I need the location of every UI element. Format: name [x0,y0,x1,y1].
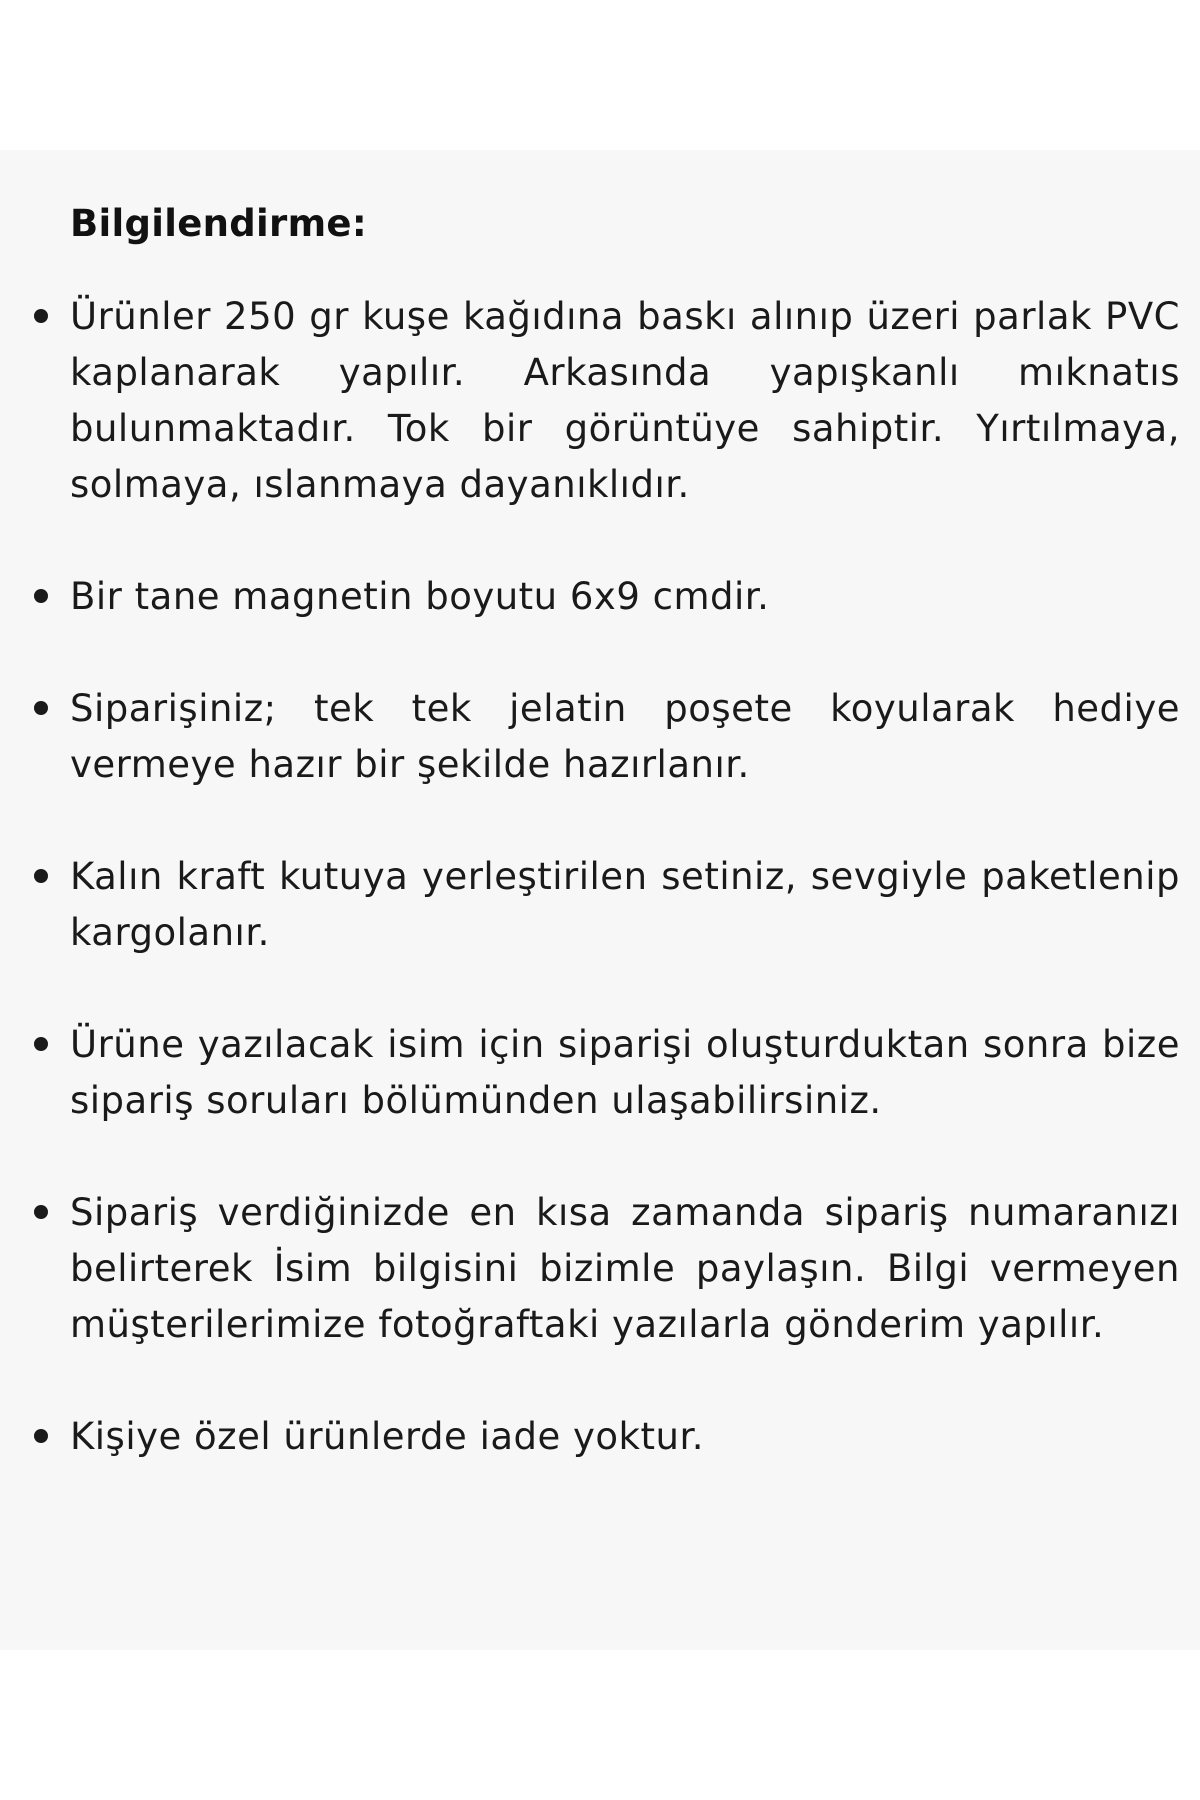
list-item-text: Sipariş verdiğinizde en kısa zamanda sipariş numaranızı belirterek İsim bilgisini bizimle paylaşın. Bilgi vermeyen müşterilerimize fotoğraftaki yazılarla gönderim yapılır. [70,1191,1180,1346]
list-item-text: Kişiye özel ürünlerde iade yoktur. [70,1415,705,1458]
list-item-text: Ürüne yazılacak isim için siparişi oluşturduktan sonra bize sipariş soruları bölümünden ulaşabilirsiniz. [70,1023,1180,1122]
bullet-icon [34,309,48,323]
list-item-text: Siparişiniz; tek tek jelatin poşete koyularak hediye vermeye hazır bir şekilde hazırlanır. [70,687,1180,786]
list-item-text: Kalın kraft kutuya yerleştirilen setiniz, sevgiyle paketlenip kargolanır. [70,855,1180,954]
info-heading: Bilgilendirme: [70,202,367,245]
bullet-icon [34,869,48,883]
bullet-icon [34,701,48,715]
info-list [70,289,1180,1465]
bullet-icon [34,1205,48,1219]
bullet-icon [34,1429,48,1443]
list-item [70,849,1180,961]
list-item [70,681,1180,793]
list-item [70,1409,1180,1465]
bullet-icon [34,589,48,603]
list-item [70,1017,1180,1129]
info-panel [0,150,1200,1650]
list-item-text: Ürünler 250 gr kuşe kağıdına baskı alınıp üzeri parlak PVC kaplanarak yapılır. Arkasında yapışkanlı mıknatıs bulunmaktadır. Tok bir görüntüye sahiptir. Yırtılmaya, solmaya, ıslanmaya dayanıklıdır. [70,295,1180,506]
info-content [70,202,1180,1521]
bullet-icon [34,1037,48,1051]
list-item [70,569,1180,625]
list-item [70,289,1180,513]
list-item [70,1185,1180,1353]
list-item-text: Bir tane magnetin boyutu 6x9 cmdir. [70,575,770,618]
